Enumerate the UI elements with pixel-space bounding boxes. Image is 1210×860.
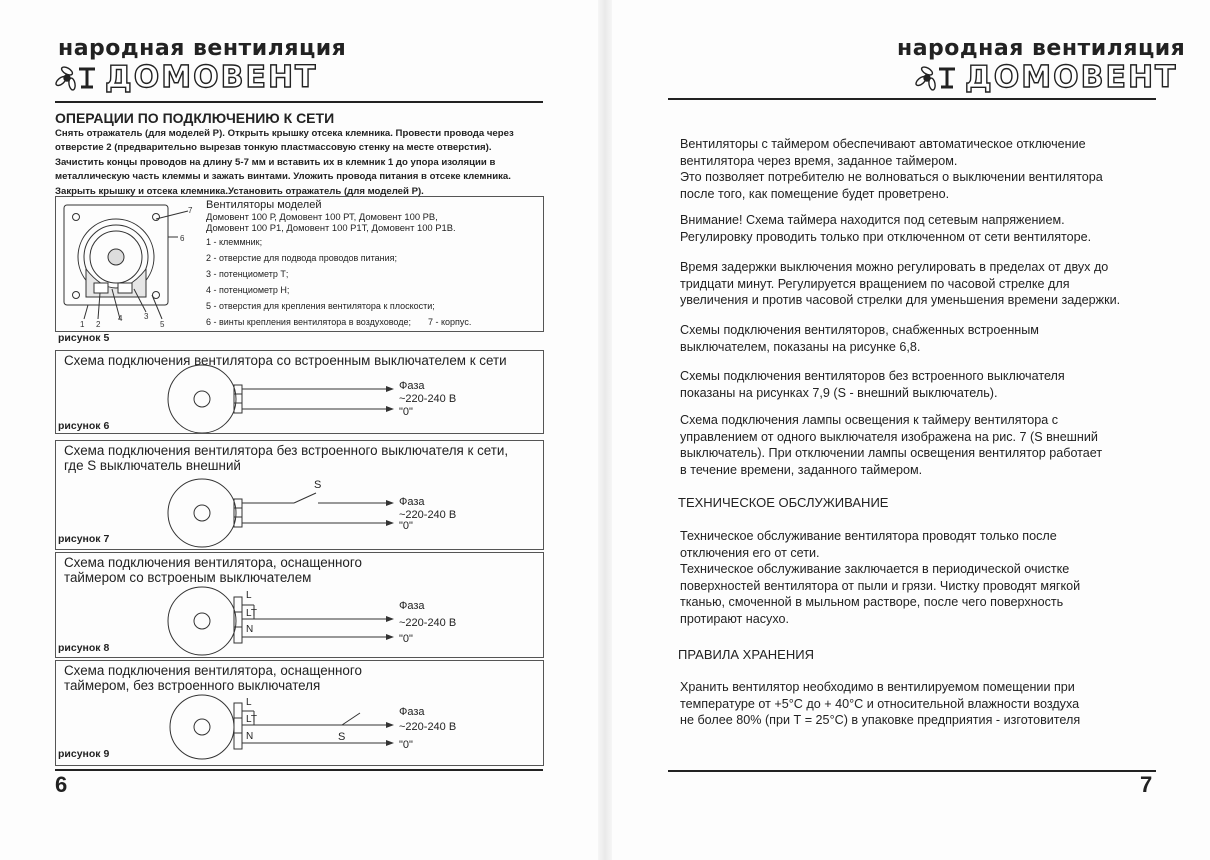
wiring-diagram	[56, 661, 543, 765]
wire-phase-label: Фаза	[399, 600, 425, 612]
text-line: Внимание! Схема таймера находится под сетевым напряжением.	[680, 213, 1065, 227]
figure-9-label: рисунок 9	[58, 748, 110, 760]
models-title: Вентиляторы моделей	[206, 199, 322, 211]
text-line: Схемы подключения вентиляторов, снабженных встроенным	[680, 323, 1039, 337]
text-line: тканью, смоченной в мыльном растворе, после чего поверхность	[680, 595, 1064, 609]
figure-7-scheme	[55, 440, 544, 550]
lamp-paragraph	[680, 412, 1165, 478]
wire-voltage-label: ~220-240 В	[399, 393, 457, 405]
text-line: показаны на рисунках 7,9 (S - внешний выключатель).	[680, 385, 998, 400]
figure-5-models	[55, 196, 544, 332]
figure-8-title-line: таймером со встроеным выключателем	[64, 570, 312, 585]
text-line: Техническое обслуживание вентилятора проводят только после	[680, 529, 1057, 543]
fan-logo-icon	[55, 63, 99, 93]
brand-logo-text: ДОМОВЕНТ	[965, 60, 1178, 95]
text-line: увеличения и против часовой стрелки для уменьшения времени задержки.	[680, 293, 1121, 307]
figure-8-scheme	[55, 552, 544, 658]
figure-8-title-line: Схема подключения вентилятора, оснащенного	[64, 555, 362, 570]
wire-voltage-label: ~220-240 В	[399, 721, 457, 733]
legend-item: 3 - потенциометр Т;	[206, 269, 289, 279]
text-line: Схемы подключения вентиляторов без встроенного выключателя	[680, 369, 1065, 383]
header-rule	[668, 98, 1156, 100]
figure-9-title-line: таймером, без встроенного выключателя	[64, 678, 321, 693]
wire-phase-label: Фаза	[399, 496, 425, 508]
figure-7-title-line: Схема подключения вентилятора без встроенного выключателя к сети,	[64, 443, 509, 458]
builtin-switch-paragraph	[680, 322, 1165, 355]
text-line: Это позволяет потребителю не волноваться о выключении вентилятора	[680, 170, 1103, 184]
text-line: управлением от одного выключателя изображена на рис. 7 (S внешний	[680, 429, 1098, 444]
footer-rule	[55, 769, 543, 771]
figure-7-title-line: где S выключатель внешний	[64, 458, 241, 473]
page-number-left: 6	[55, 772, 68, 797]
text-line: поверхностей вентилятора от пыли и грязи. Чистку проводят мягкой	[680, 578, 1081, 593]
section-heading-storage: ПРАВИЛА ХРАНЕНИЯ	[678, 647, 814, 662]
figure-6-label: рисунок 6	[58, 420, 110, 432]
header-rule	[55, 101, 543, 103]
terminal-n-label: N	[246, 731, 254, 742]
text-line: Вентиляторы с таймером обеспечивают автоматическое отключение	[680, 137, 1086, 151]
brand-tagline: народная вентиляция	[897, 36, 1186, 61]
text-line: Время задержки выключения можно регулировать в пределах от двух до	[680, 260, 1109, 274]
wire-zero-label: "0"	[399, 406, 413, 418]
text-line: температуре от +5°С до + 40°С и относительной влажности воздуха	[680, 696, 1080, 711]
wiring-diagram	[56, 441, 543, 549]
wire-zero-label: "0"	[399, 520, 413, 532]
left-page	[0, 0, 600, 860]
callout-2: 2	[96, 320, 101, 329]
legend-item: 1 - клеммник;	[206, 237, 263, 247]
text-line: Регулировку проводить только при отключенном от сети вентиляторе.	[680, 229, 1092, 244]
text-line: в течение времени, заданного таймером.	[680, 462, 923, 477]
switch-s-label: S	[338, 731, 346, 743]
text-line: протирают насухо.	[680, 611, 790, 626]
wire-voltage-label: ~220-240 В	[399, 617, 457, 629]
brand-logo-text: ДОМОВЕНТ	[105, 60, 318, 95]
terminal-lt-label: LT	[246, 714, 257, 725]
brand-logo	[915, 60, 1178, 95]
callout-7: 7	[188, 206, 193, 215]
section-heading-service: ТЕХНИЧЕСКОЕ ОБСЛУЖИВАНИЕ	[678, 495, 889, 510]
legend-item: 2 - отверстие для подвода проводов питания;	[206, 253, 398, 263]
model-line: Домовент 100 Р, Домовент 100 РТ, Домовент 100 РВ,	[206, 211, 438, 222]
wiring-diagram	[56, 553, 543, 657]
timer-intro-paragraph	[680, 136, 1165, 202]
terminal-l-label: L	[246, 697, 252, 708]
terminal-l-label: L	[246, 590, 252, 601]
connection-instructions	[55, 127, 555, 199]
service-paragraph	[680, 528, 1165, 627]
figure-5-label: рисунок 5	[58, 332, 110, 344]
instruction-line: Снять отражатель (для моделей Р). Открыть крышку отсека клемника. Провести провода через	[55, 128, 514, 139]
wire-phase-label: Фаза	[399, 706, 425, 718]
figure-9-scheme	[55, 660, 544, 766]
text-line: вентилятора через время, заданное таймером.	[680, 153, 958, 168]
callout-6: 6	[180, 234, 185, 243]
figure-6-title: Схема подключения вентилятора со встроенным выключателем к сети	[64, 353, 507, 368]
legend-item: 7 - корпус.	[428, 317, 472, 327]
models-list	[206, 211, 536, 233]
terminal-n-label: N	[246, 624, 254, 635]
storage-paragraph	[680, 679, 1165, 729]
instruction-line: Зачистить концы проводов на длину 5-7 мм и вставить их в клемник 1 до упора изоляции в	[55, 156, 496, 168]
text-line: тридцати минут. Регулируется вращением по часовой стрелке для	[680, 276, 1070, 291]
wiring-diagram	[56, 351, 543, 433]
instruction-line: отверстие 2 (предварительно вырезав тонкую пластмассовую стенку на месте отверстия).	[55, 142, 492, 154]
callout-3: 3	[144, 312, 149, 321]
text-line: после того, как помещение будет проветрено.	[680, 186, 950, 201]
fan-drawing	[56, 197, 206, 331]
no-switch-paragraph	[680, 368, 1165, 401]
brand-tagline: народная вентиляция	[58, 36, 347, 61]
section-title-connection: ОПЕРАЦИИ ПО ПОДКЛЮЧЕНИЮ К СЕТИ	[55, 110, 335, 126]
wire-zero-label: "0"	[399, 633, 413, 645]
text-line: не более 80% (при Т = 25°С) в упаковке предприятия - изготовителя	[680, 713, 1081, 727]
text-line: Схема подключения лампы освещения к таймеру вентилятора с	[680, 413, 1059, 427]
instruction-line: Закрыть крышку и отсека клемника.Установить отражатель (для моделей Р).	[55, 185, 424, 197]
text-line: выключателем, показаны на рисунке 6,8.	[680, 339, 921, 354]
wire-voltage-label: ~220-240 В	[399, 509, 457, 521]
instruction-line: металлическую часть клеммы и зажать винтами. Уложить провода питания в отсеке клемника.	[55, 171, 511, 183]
wire-phase-label: Фаза	[399, 380, 425, 392]
model-line: Домовент 100 Р1, Домовент 100 Р1Т, Домовент 100 Р1В.	[206, 222, 456, 233]
legend-item: 4 - потенциометр Н;	[206, 285, 290, 295]
callout-1: 1	[80, 320, 85, 329]
figure-8-label: рисунок 8	[58, 642, 110, 654]
wire-zero-label: "0"	[399, 739, 413, 751]
terminal-lt-label: LT	[246, 608, 257, 619]
warning-paragraph	[680, 212, 1165, 245]
page-number-right: 7	[1140, 772, 1153, 797]
figure-7-label: рисунок 7	[58, 533, 110, 545]
text-line: выключатель). При отключении лампы освещения вентилятор работает	[680, 446, 1103, 460]
delay-paragraph	[680, 259, 1165, 309]
footer-rule	[668, 770, 1156, 772]
brand-logo	[55, 60, 318, 95]
legend-item: 6 - винты крепления вентилятора в воздуховоде;	[206, 317, 411, 327]
figure-6-scheme	[55, 350, 544, 434]
figure-9-title-line: Схема подключения вентилятора, оснащенного	[64, 663, 362, 678]
callout-4: 4	[118, 314, 123, 323]
switch-s-label: S	[314, 479, 322, 491]
fan-logo-icon	[915, 63, 959, 93]
text-line: Хранить вентилятор необходимо в вентилируемом помещении при	[680, 680, 1075, 694]
text-line: Техническое обслуживание заключается в периодической очистке	[680, 562, 1070, 576]
legend-item: 5 - отверстия для крепления вентилятора к плоскости;	[206, 301, 435, 311]
text-line: отключения его от сети.	[680, 545, 820, 560]
callout-5: 5	[160, 320, 165, 329]
